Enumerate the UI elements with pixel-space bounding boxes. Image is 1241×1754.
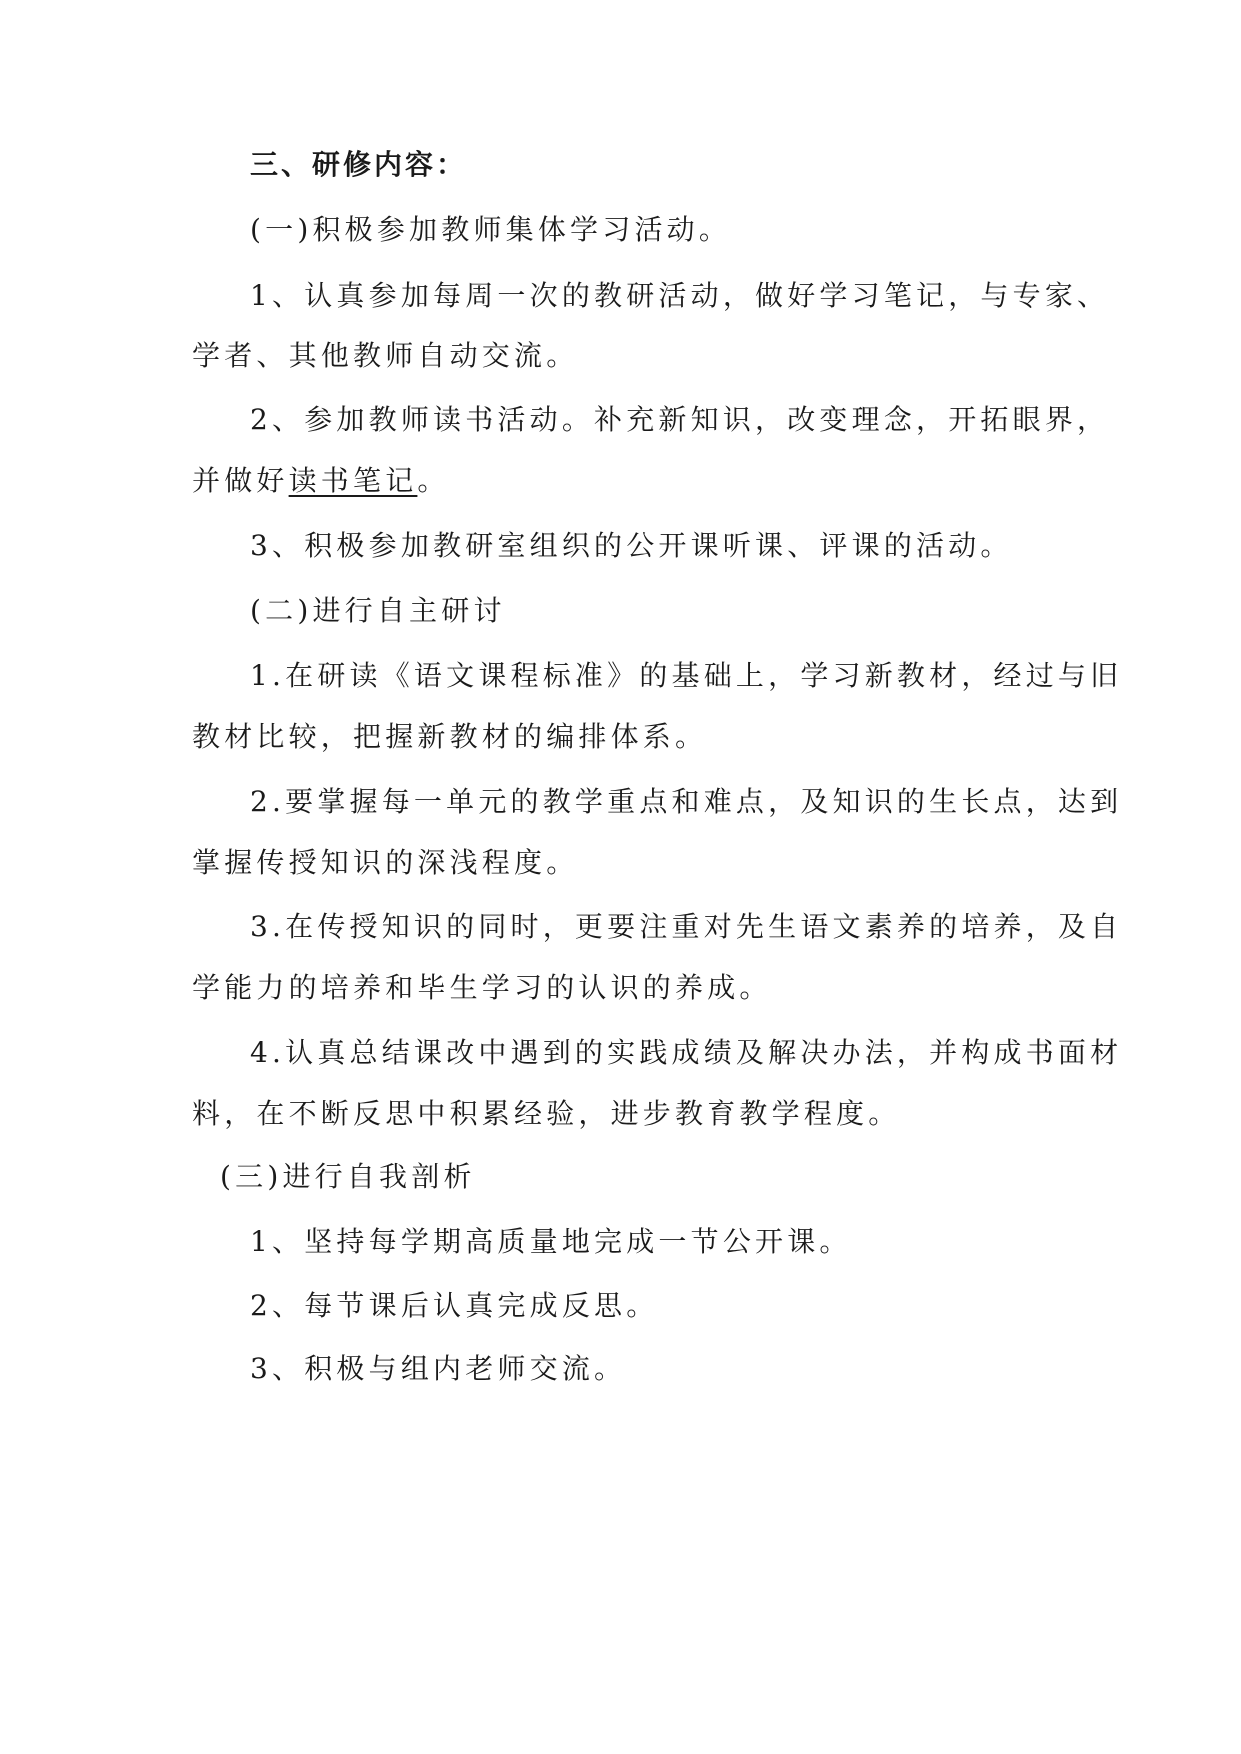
paragraph-line: 1、坚持每学期高质量地完成一节公开课。	[250, 1225, 852, 1258]
subsection-heading-3: (三)进行自我剖析	[220, 1160, 476, 1193]
paragraph-line: 学者、其他教师自动交流。	[192, 339, 579, 372]
subsection-heading-1: (一)积极参加教师集体学习活动。	[250, 213, 732, 246]
paragraph-line: 教材比较，把握新教材的编排体系。	[192, 720, 708, 753]
paragraph-line: 2.要掌握每一单元的教学重点和难点，及知识的生长点，达到	[250, 785, 1123, 818]
reading-notes-link[interactable]: 读书笔记	[288, 464, 418, 497]
paragraph-line: 掌握传授知识的深浅程度。	[192, 846, 579, 879]
paragraph-line: 2、参加教师读书活动。补充新知识，改变理念，开拓眼界，	[250, 403, 1110, 436]
paragraph-line: 学能力的培养和毕生学习的认识的养成。	[192, 971, 772, 1004]
paragraph-line: 3.在传授知识的同时，更要注重对先生语文素养的培养，及自	[250, 910, 1123, 943]
paragraph-line: 1、认真参加每周一次的教研活动，做好学习笔记，与专家、	[250, 279, 1110, 312]
paragraph-line: 3、积极参加教研室组织的公开课听课、评课的活动。	[250, 529, 1013, 562]
paragraph-line: 4.认真总结课改中遇到的实践成绩及解决办法，并构成书面材	[250, 1036, 1123, 1069]
paragraph-line	[192, 461, 450, 501]
paragraph-line: 2、每节课后认真完成反思。	[250, 1289, 659, 1322]
section-heading: 三、研修内容：	[250, 148, 468, 181]
text-segment: 并做好	[192, 464, 289, 497]
subsection-heading-2: (二)进行自主研讨	[250, 594, 506, 627]
paragraph-line: 料，在不断反思中积累经验，进步教育教学程度。	[192, 1097, 901, 1130]
paragraph-line: 3、积极与组内老师交流。	[250, 1352, 627, 1385]
paragraph-line: 1.在研读《语文课程标准》的基础上，学习新教材，经过与旧	[250, 659, 1123, 692]
text-segment: 。	[417, 464, 450, 497]
